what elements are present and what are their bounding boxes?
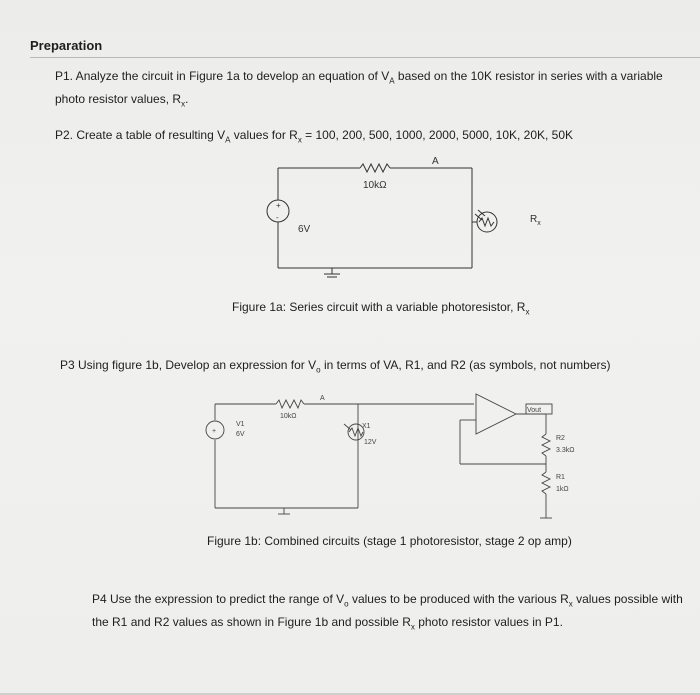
- source-label: 6V: [298, 224, 311, 235]
- rx-label-main: R: [530, 214, 538, 225]
- p1-sub-x: x: [181, 99, 186, 109]
- p4-l1-sub-o: o: [344, 599, 349, 609]
- p1-sub-a: A: [389, 76, 395, 86]
- node-a-label: A: [320, 395, 325, 402]
- figure-1a-circuit: [250, 150, 550, 280]
- p3-text-end: in terms of VA, R1, and R2 (as symbols, not numbers): [320, 358, 611, 372]
- source-minus-sign: -: [276, 213, 279, 222]
- question-p4: [92, 590, 696, 637]
- v1-label: V1: [236, 421, 245, 428]
- v1-value: 6V: [236, 431, 245, 438]
- section-heading: Preparation: [30, 38, 103, 53]
- resistor-r2: [542, 434, 550, 456]
- resistor-10k-stage1: [276, 400, 304, 408]
- p3-sub-o: o: [316, 365, 321, 375]
- resistor-label: 10kΩ: [363, 180, 387, 191]
- x1-label: X1: [362, 423, 371, 430]
- p2-sub-x: x: [297, 135, 302, 145]
- r1-value: 1kΩ: [556, 486, 569, 493]
- resistor-r1: [542, 472, 550, 494]
- p4-l2-sub-x: x: [410, 622, 415, 632]
- figure-1b-circuit: [196, 390, 596, 530]
- question-p1: [55, 67, 695, 114]
- p1-text-lead: P1. Analyze the circuit in Figure 1a to develop an equation of V: [55, 69, 390, 83]
- p4-l2b: photo resistor values in P1.: [414, 615, 563, 630]
- figure-1a-caption: [232, 300, 529, 316]
- node-a-label: A: [432, 156, 439, 167]
- p2-text-mid: values for R: [230, 128, 298, 142]
- heading-rule: [30, 57, 700, 58]
- p4-l1a: P4 Use the expression to predict the range of V: [92, 592, 345, 606]
- light-arrow-icon: [475, 214, 482, 220]
- p4-l2a: the R1 and R2 values as shown in Figure 1b and possible R: [92, 615, 411, 630]
- p1-text-mid: based on the 10K resistor in series with a variable photo resistor values, R: [55, 69, 663, 107]
- photoresistor-zigzag: [349, 428, 363, 436]
- figure-1b-caption: Figure 1b: Combined circuits (stage 1 photoresistor, stage 2 op amp): [207, 534, 572, 548]
- p2-sub-a: A: [225, 135, 231, 145]
- question-p2: [55, 126, 695, 149]
- p2-text-lead: P2. Create a table of resulting V: [55, 128, 226, 142]
- x1-value: 12V: [364, 439, 377, 446]
- caption-1a-lead: Figure 1a: Series circuit with a variable photoresistor, R: [232, 300, 526, 314]
- rx-label-sub: x: [537, 220, 541, 227]
- p4-l1b: values to be produced with the various R: [348, 592, 569, 606]
- p4-l1-sub-x: x: [568, 599, 573, 609]
- rx-label: [530, 214, 541, 227]
- op-amp-icon: [476, 394, 516, 434]
- resistor-10k-label: 10kΩ: [280, 413, 297, 420]
- p2-text-end: = 100, 200, 500, 1000, 2000, 5000, 10K, 20K, 50K: [301, 128, 574, 142]
- r2-label: R2: [556, 435, 565, 442]
- r2-value: 3.3kΩ: [556, 447, 575, 454]
- p4-l1c: values possible with: [572, 592, 683, 606]
- question-p3: [60, 356, 680, 379]
- r1-label: R1: [556, 474, 565, 481]
- p1-text-end: .: [185, 92, 189, 107]
- resistor-10k: [360, 164, 390, 172]
- vout-label: Vout: [527, 407, 542, 414]
- p3-text-lead: P3 Using figure 1b, Develop an expression for V: [60, 358, 317, 372]
- caption-1a-sub: x: [525, 307, 530, 317]
- source-plus-sign: +: [276, 201, 281, 210]
- v1-plus-sign: +: [212, 428, 217, 435]
